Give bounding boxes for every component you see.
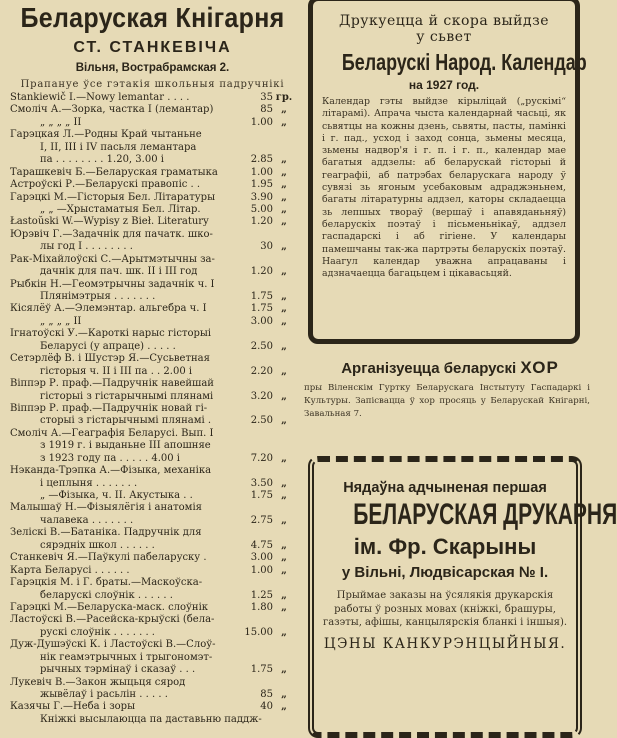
book-list-item <box>10 154 295 166</box>
book-list-item <box>10 403 295 415</box>
book-price <box>233 142 273 154</box>
book-title: Віппэр Р. праф.—Падручнік новай гі- <box>10 402 208 414</box>
book-price: 3.90 <box>250 191 273 203</box>
book-price: 2.50 <box>250 340 273 352</box>
book-title: сторыі з гістарычнымі плянамі . <box>40 415 212 427</box>
price-unit <box>273 353 295 365</box>
book-title: сярэдніх школ . . . . . . <box>40 539 155 551</box>
price-unit: „ <box>281 689 287 700</box>
book-price <box>233 614 273 626</box>
book-price <box>233 403 273 415</box>
price-unit: „ <box>281 104 287 116</box>
price-unit: „ <box>281 116 287 128</box>
book-title: Нэканда-Трэпка А.—Фізыка, механіка <box>10 465 212 477</box>
book-list-item <box>10 167 295 179</box>
book-price <box>233 652 273 664</box>
choir-title-prefix: Арганізуецца беларускі <box>341 360 517 377</box>
book-price: 1.80 <box>250 601 273 613</box>
book-list-item <box>10 216 295 228</box>
book-price <box>233 229 273 241</box>
calendar-ad <box>308 0 587 344</box>
book-list-item <box>10 565 295 577</box>
book-title: рускі слоўнік . . . . . . . <box>40 626 155 638</box>
book-title: Дуж-Душэўскі К. і Ластоўскі В.—Слоў- <box>10 639 216 651</box>
book-title: Карта Беларусі . . . . . . <box>10 564 130 576</box>
price-unit: „ <box>281 452 287 464</box>
book-title: Łastoŭski W.—Wypisy z Bieł. Literatury <box>10 216 209 228</box>
calendar-title: Беларускі Народ. Календар <box>341 49 587 75</box>
book-list-item <box>10 341 295 353</box>
book-list-item <box>10 552 295 564</box>
price-unit: „ <box>281 589 287 601</box>
book-price: 35 <box>260 92 273 103</box>
price-unit: „ <box>281 664 287 676</box>
book-title: Беларусі (у апраце) . . . . . <box>40 340 176 352</box>
book-title: Гарэцкая Л.—Родны Край чытаньне <box>10 129 202 141</box>
choir-ad <box>300 358 600 421</box>
price-unit: „ <box>281 514 287 526</box>
book-title: чалавека . . . . . . . <box>40 514 134 526</box>
book-list-item <box>10 353 295 365</box>
book-list-item <box>10 279 295 291</box>
price-unit <box>273 440 295 452</box>
book-list-item <box>10 229 295 241</box>
book-list-item <box>10 179 295 191</box>
book-list-item <box>10 527 295 539</box>
price-unit: „ <box>281 477 287 489</box>
price-unit: „ <box>281 365 287 377</box>
book-list-item <box>10 266 295 278</box>
price-unit <box>273 465 295 477</box>
book-list-item <box>10 478 295 490</box>
book-title: беларускі слоўнік . . . . . . <box>40 589 173 601</box>
price-unit: „ <box>281 291 287 302</box>
book-price <box>233 577 273 589</box>
price-unit: „ <box>281 601 287 613</box>
book-title: Станкевіч Я.—Паўкулі пабеларуску . <box>10 552 207 564</box>
book-price <box>233 254 273 266</box>
book-title: Плянімэтрыя . . . . . . . <box>40 291 156 302</box>
book-list-item <box>10 614 295 626</box>
book-list-item <box>10 664 295 676</box>
book-price: 1.75 <box>250 303 273 315</box>
book-title: гісторыя ч. II і III па . . 2.00 і <box>40 365 193 377</box>
book-list-item <box>10 303 295 315</box>
price-unit <box>273 652 295 664</box>
book-title: Смоліч А.—Геаграфія Беларусі. Вып. I <box>10 427 214 439</box>
price-unit: „ <box>281 166 287 178</box>
book-title: Рак-Міхайлоўскі С.—Арытмэтычны за- <box>10 253 215 265</box>
book-price: 1.25 <box>250 589 273 601</box>
book-title: Ластоўскі В.—Расейска-крыўскі (бела- <box>10 614 215 626</box>
book-price: 2.75 <box>250 514 273 526</box>
book-price <box>262 714 283 726</box>
price-unit <box>273 639 295 651</box>
book-list-item <box>10 254 295 266</box>
book-title: Зеліскі В.—Батаніка. Падручнік для <box>10 527 202 539</box>
book-list-item <box>10 577 295 589</box>
book-price <box>233 440 273 452</box>
book-title: з 1923 году па . . . . . 4.00 і <box>40 452 180 464</box>
book-title: Малышаў Н.—Фізыялёгія і анатомія <box>10 502 202 514</box>
book-price: 1.75 <box>250 291 273 302</box>
book-list-item <box>10 291 295 303</box>
book-price: 1.95 <box>250 179 273 191</box>
price-unit: „ <box>281 154 287 166</box>
book-price: 7.20 <box>250 452 273 464</box>
book-title: Віппэр Р. праф.—Падручнік навейшай <box>10 378 214 390</box>
book-title: „ „ —Хрыстаматыя Бел. Літар. <box>40 203 201 215</box>
printing-prices: ЦЭНЫ КАНКУРЭНЦЫЙНЫЯ. <box>323 635 567 652</box>
book-price: 15.00 <box>244 626 273 638</box>
book-price-list <box>10 92 295 726</box>
book-price: 3.00 <box>250 315 273 327</box>
book-title: Казячы Г.—Неба і зоры <box>10 701 136 713</box>
book-list-item <box>10 515 295 527</box>
book-list-item <box>10 490 295 502</box>
book-list-item <box>10 440 295 452</box>
price-unit <box>273 279 295 291</box>
price-unit: „ <box>281 340 287 352</box>
book-title: Смоліч А.—Зорка, частка I (лемантар) <box>10 104 214 116</box>
book-price <box>233 527 273 539</box>
book-price: 1.20 <box>250 216 273 228</box>
price-unit <box>273 254 295 266</box>
book-price: 85 <box>260 689 273 700</box>
book-list-item <box>10 142 295 154</box>
book-list-item <box>10 104 295 116</box>
book-title: Кісялёў А.—Элемэнтар. альгебра ч. I <box>10 303 207 315</box>
book-title: рычных тэрмінаў і сказаў . . . <box>40 664 196 676</box>
book-list-item <box>10 677 295 689</box>
printing-address: у Вільні, Людвісарская № I. <box>341 564 549 581</box>
price-unit <box>273 502 295 514</box>
price-unit <box>273 527 295 539</box>
price-unit <box>273 577 295 589</box>
price-unit: „ <box>281 191 287 203</box>
book-price: 2.85 <box>250 154 273 166</box>
book-list-item <box>10 415 295 427</box>
bookstore-owner: СТ. СТАНКЕВІЧА <box>73 39 232 56</box>
book-price <box>233 279 273 291</box>
bookstore-ad <box>10 0 295 726</box>
printing-intro: Нядаўна адчыненая першая <box>343 480 547 496</box>
book-list-item <box>10 453 295 465</box>
book-title: Гарэцкія М. і Г. браты.—Маскоўска- <box>10 577 203 589</box>
book-list-item <box>10 701 295 713</box>
book-price <box>233 677 273 689</box>
book-title: Юрэвіч Г.—Задачнік для пачатк. шко- <box>10 228 213 240</box>
price-unit <box>273 328 295 340</box>
book-price: 5.00 <box>250 203 273 215</box>
price-unit: „ <box>281 179 287 191</box>
book-list-item <box>10 639 295 651</box>
printing-description: Прыймае заказы на ўсялякія друкарскія работы ў розных мовах (кніжкі, брашуры, газэты, афішы, канцылярскія бланкі і іншыя). <box>322 590 568 628</box>
book-price: 4.75 <box>250 539 273 551</box>
book-price: 40 <box>260 701 273 713</box>
book-price <box>233 378 273 390</box>
price-unit: „ <box>281 241 287 253</box>
book-price: 2.20 <box>250 365 273 377</box>
calendar-year: на 1927 год. <box>408 78 480 92</box>
book-title: Тарашкевіч Б.—Беларуская граматыка <box>10 166 218 178</box>
book-list-item <box>10 714 295 726</box>
book-title: I, II, III i IV пасьля лемантара <box>40 141 197 153</box>
price-unit <box>283 714 295 726</box>
book-price: 1.75 <box>250 664 273 676</box>
price-unit <box>273 229 295 241</box>
book-list-item <box>10 627 295 639</box>
book-list-item <box>10 366 295 378</box>
book-title: Кніжкі высылаюцца па даставьню паддж- <box>40 713 262 725</box>
printing-house-ad <box>308 456 617 738</box>
price-unit: „ <box>281 390 287 402</box>
book-price: 3.00 <box>250 552 273 564</box>
book-title: жывёлаў і расьлін . . . . . <box>40 689 168 700</box>
book-list-item <box>10 465 295 477</box>
book-title: нік геамэтрычных і трыгономэт- <box>40 651 213 663</box>
price-unit <box>273 614 295 626</box>
book-list-item <box>10 192 295 204</box>
choir-title <box>300 358 600 378</box>
price-unit <box>273 142 295 154</box>
book-title: і цеплыня . . . . . . . <box>40 477 138 489</box>
book-price: 1.00 <box>250 166 273 178</box>
book-price: 30 <box>260 241 273 253</box>
price-unit: „ <box>281 539 287 551</box>
book-price: 3.50 <box>250 477 273 489</box>
price-unit: „ <box>281 564 287 576</box>
bookstore-title: Беларуская Кнігарня <box>20 2 285 34</box>
bookstore-address: Вільня, Вострабрамская 2. <box>75 62 230 74</box>
book-list-item <box>10 652 295 664</box>
book-list-item <box>10 602 295 614</box>
book-price: 1.00 <box>250 564 273 576</box>
book-list-item <box>10 689 295 701</box>
choir-description: пры Віленскім Гуртку Беларускага Інстытуту Гаспадаркі і Культуры. Запісвацца ў хор просяць у Беларускай Кнігарні, Завальная 7. <box>304 383 590 419</box>
book-price <box>233 328 273 340</box>
book-title: „ „ „ „ II <box>40 315 82 327</box>
book-title: Гарэцкі М.—Гісторыя Бел. Літаратуры <box>10 191 216 203</box>
book-title: „ —Фізыка, ч. II. Акустыка . . <box>40 490 193 501</box>
book-title: з 1919 г. і выданьне III апошняе <box>40 440 211 452</box>
price-unit: „ <box>281 315 287 327</box>
price-unit: „ <box>281 415 287 427</box>
book-price <box>233 428 273 440</box>
printing-title: БЕЛАРУСКАЯ ДРУКАРНЯ <box>353 498 617 531</box>
book-title: Астроўскі Р.—Беларускі правопіс . . <box>10 179 201 191</box>
book-price: 1.00 <box>250 116 273 128</box>
book-list-item <box>10 502 295 514</box>
price-unit: гр. <box>275 92 293 103</box>
price-unit: „ <box>281 266 287 278</box>
book-price: 1.75 <box>250 490 273 501</box>
book-title: па . . . . . . . . 1.20, 3.00 і <box>40 154 164 166</box>
book-title: Лукевіч В.—Закон жыцьця сярод <box>10 676 186 688</box>
book-price <box>233 465 273 477</box>
price-unit: „ <box>281 216 287 228</box>
book-price <box>233 639 273 651</box>
bookstore-intro: Прапануе ўсе гэтакія школьныя падручнікі <box>20 79 285 90</box>
price-unit: „ <box>281 303 287 315</box>
book-list-item <box>10 590 295 602</box>
book-price <box>233 502 273 514</box>
book-list-item <box>10 241 295 253</box>
printing-name: ім. Фр. Скарыны <box>353 534 537 559</box>
price-unit: „ <box>281 490 287 501</box>
price-unit: „ <box>281 701 287 713</box>
book-title: Stankiewič I.—Nowy lemantar . . . . <box>10 92 190 103</box>
book-title: Рыбкін Н.—Геомэтрычны задачнік ч. I <box>10 278 215 290</box>
book-list-item <box>10 204 295 216</box>
book-list-item <box>10 92 295 104</box>
price-unit <box>273 428 295 440</box>
book-price: 3.20 <box>250 390 273 402</box>
book-list-item <box>10 391 295 403</box>
book-title: лы год I . . . . . . . . <box>40 241 133 253</box>
book-title: гісторыі з гістарычнымі плянамі <box>40 390 214 402</box>
book-title: „ „ „ „ II <box>40 116 82 128</box>
book-list-item <box>10 117 295 129</box>
choir-title-bold: ХОР <box>520 358 559 377</box>
price-unit: „ <box>281 626 287 638</box>
book-title: дачнік для пач. шк. II і III год <box>40 266 198 278</box>
price-unit <box>273 403 295 415</box>
book-price: 1.20 <box>250 266 273 278</box>
book-list-item <box>10 316 295 328</box>
book-list-item <box>10 428 295 440</box>
calendar-announce-2: у сьвет <box>416 29 472 45</box>
price-unit: „ <box>281 203 287 215</box>
book-list-item <box>10 378 295 390</box>
calendar-description: Календар гэты выйдзе кірыліцай („рускімі“ літарамі). Апрача чыста календарнай часьці, як сьвятцы на кожны дзень, сьвяты, пасты, памінкі і г. пад., усход і заход сонца, зьмены месяца, зьмены надвор'я і г. п. і г. п., календар мае багатыя аддзелы: аб беларускай гісторыі й геаграфіі, аб патрэбах беларускага народу ў сувязі зь ягоным усебаковым адраджэньнем, багаты літаратурны аддзел, каторы складаецца зь лепшых твораў (вершаў і апавяданьняў) беларускіх поэтаў і пісьменьнікаў, аддзел гаспадарскі і аб гігіене. У календары памешчаны так-жа партрэты беларускіх поэтаў. Наагул календар уважна апрацаваны і адзначаецца багацьцем і цікавасьцяй. <box>322 96 566 280</box>
book-list-item <box>10 129 295 141</box>
price-unit <box>273 378 295 390</box>
book-price <box>233 353 273 365</box>
book-title: Ігнатоўскі У.—Кароткі нарыс гісторыі <box>10 328 212 340</box>
price-unit <box>273 677 295 689</box>
book-list-item <box>10 540 295 552</box>
book-price: 2.50 <box>250 415 273 427</box>
book-price <box>233 129 273 141</box>
book-title: Сетэрлёф В. і Шустэр Я.—Сусьветная <box>10 353 210 365</box>
price-unit <box>273 129 295 141</box>
price-unit: „ <box>281 552 287 564</box>
calendar-announce: Друкуецца й скора выйдзе <box>338 13 550 29</box>
book-list-item <box>10 328 295 340</box>
book-price: 85 <box>260 104 273 116</box>
book-title: Гарэцкі М.—Беларуска-маск. слоўнік <box>10 601 209 613</box>
